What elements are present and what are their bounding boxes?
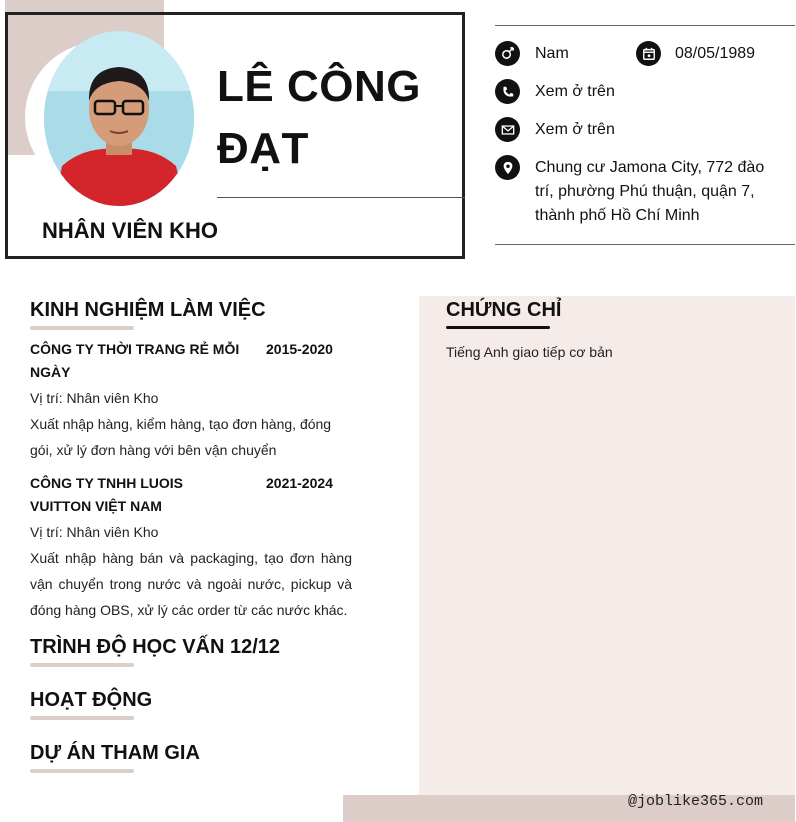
name-divider [217,197,465,198]
certificates-title: CHỨNG CHỈ [446,299,562,321]
projects-underline [30,769,134,773]
activities-title: HOẠT ĐỘNG [30,689,153,711]
phone-icon [495,79,520,104]
candidate-name: LÊ CÔNG ĐẠT [217,62,421,173]
certificates-underline [446,326,550,329]
job-position: Vị trí: Nhân viên Kho [30,524,159,540]
email-value: Xem ở trên [535,121,615,138]
contact-top-divider [495,25,795,26]
job-title: NHÂN VIÊN KHO [42,218,219,243]
address-value: Chung cư Jamona City, 772 đào trí, phường Phú thuận, quận 7, thành phố Hồ Chí Minh [535,159,765,224]
gender-value: Nam [535,45,569,62]
job-company: CÔNG TY TNHH LUOIS VUITTON VIỆT NAM [30,475,183,514]
experience-underline [30,326,134,330]
job-description: Xuất nhập hàng, kiểm hàng, tạo đơn hàng, đóng gói, xử lý đơn hàng với bên vận chuyển [30,416,332,458]
job-position: Vị trí: Nhân viên Kho [30,390,159,406]
calendar-icon [636,41,661,66]
location-icon [495,155,520,180]
projects-title: DỰ ÁN THAM GIA [30,742,200,764]
email-icon [495,117,520,142]
education-underline [30,663,134,667]
birthdate-value: 08/05/1989 [675,45,756,62]
contact-bottom-divider [495,244,795,245]
certificate-item: Tiếng Anh giao tiếp cơ bản [446,344,613,360]
experience-title: KINH NGHIỆM LÀM VIỆC [30,299,266,321]
certificate-panel [419,296,795,795]
job-period: 2021-2024 [266,475,333,491]
education-title: TRÌNH ĐỘ HỌC VẤN 12/12 [30,636,281,658]
avatar-illustration [44,31,194,206]
job-period: 2015-2020 [266,341,333,357]
phone-value: Xem ở trên [535,83,615,100]
activities-underline [30,716,134,720]
footer-watermark: @joblike365.com [628,793,764,810]
avatar [44,31,194,206]
job-description: Xuất nhập hàng bán và packaging, tạo đơn hàng vận chuyển trong nước và ngoài nước, pickup và đóng hàng OBS, xử lý các order từ các nước khác. [30,550,352,618]
gender-icon [495,41,520,66]
job-company: CÔNG TY THỜI TRANG RẺ MỖI NGÀY [30,341,240,380]
